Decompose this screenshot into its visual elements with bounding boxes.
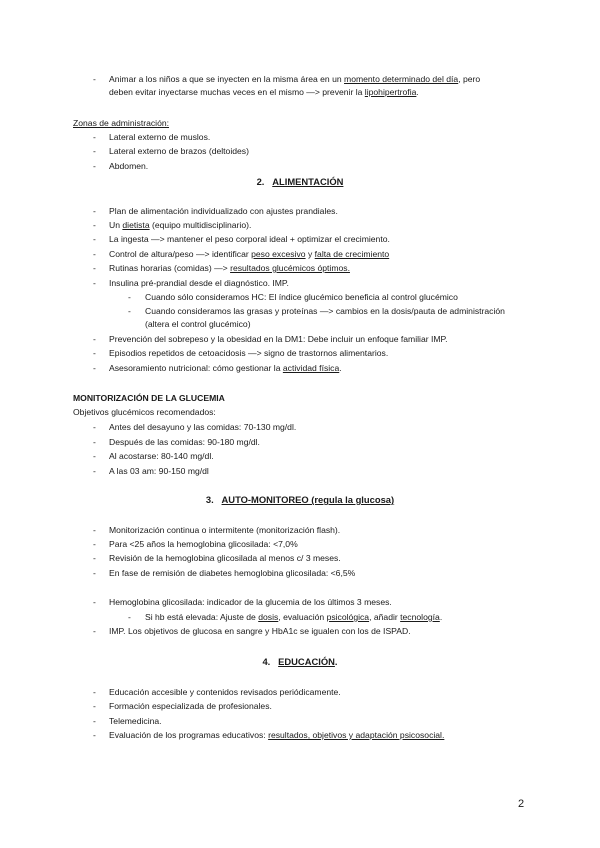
bullet-marker: -: [93, 146, 96, 156]
monitorizacion-title: MONITORIZACIÓN DE LA GLUCEMIA: [73, 393, 225, 403]
educacion-item: Educación accesible y contenidos revisados periódicamente.: [109, 687, 341, 697]
educacion-item: Telemedicina.: [109, 716, 162, 726]
automonitoreo-hb: Hemoglobina glicosilada: indicador de la glucemia de los últimos 3 meses.: [109, 597, 392, 607]
educacion-item: Evaluación de los programas educativos: resultados, objetivos y adaptación psicosocial.: [109, 730, 445, 740]
bullet-marker: -: [93, 716, 96, 726]
monitorizacion-item: Después de las comidas: 90-180 mg/dl.: [109, 437, 260, 447]
bullet-marker: -: [93, 334, 96, 344]
bullet-marker: -: [93, 263, 96, 273]
automonitoreo-item: Para <25 años la hemoglobina glicosilada: <7,0%: [109, 539, 298, 549]
bullet-marker: -: [93, 525, 96, 535]
page-number: 2: [518, 798, 525, 810]
bullet-marker: -: [93, 74, 96, 84]
alimentacion-item: Asesoramiento nutricional: cómo gestionar la actividad física.: [109, 363, 342, 373]
monitorizacion-item: Antes del desayuno y las comidas: 70-130 mg/dl.: [109, 422, 297, 432]
bullet-marker: -: [93, 597, 96, 607]
bullet-marker: -: [93, 451, 96, 461]
section-heading-educacion: 4. EDUCACIÓN.: [262, 656, 338, 667]
bullet-marker: -: [93, 687, 96, 697]
bullet-marker: -: [128, 612, 131, 622]
bullet-marker: -: [93, 220, 96, 230]
bullet-marker: -: [93, 278, 96, 288]
bullet-marker: -: [93, 553, 96, 563]
zonas-item: Lateral externo de brazos (deltoides): [109, 146, 249, 156]
bullet-marker: -: [93, 626, 96, 636]
section-heading-automonitoreo: 3. AUTO-MONITOREO (regula la glucosa): [205, 494, 395, 505]
bullet-marker: -: [93, 249, 96, 259]
alimentacion-item: Rutinas horarias (comidas) —> resultados glucémicos óptimos.: [109, 263, 350, 273]
alimentacion-item: Control de altura/peso —> identificar peso excesivo y falta de crecimiento: [109, 249, 390, 259]
intro-line-1: Animar a los niños a que se inyecten en la misma área en un momento determinado del día, pero: [109, 74, 481, 84]
alimentacion-subitem: Cuando sólo consideramos HC: El índice glucémico beneficia al control glucémico: [145, 292, 458, 302]
bullet-marker: -: [93, 363, 96, 373]
automonitoreo-imp: IMP. Los objetivos de glucosa en sangre y HbA1c se igualen con los de ISPAD.: [109, 626, 411, 636]
bullet-marker: -: [93, 132, 96, 142]
alimentacion-item: Plan de alimentación individualizado con ajustes prandiales.: [109, 206, 338, 216]
monitorizacion-item: Al acostarse: 80-140 mg/dl.: [109, 451, 214, 461]
alimentacion-item: Prevención del sobrepeso y la obesidad en la DM1: Debe incluir un enfoque familiar IMP.: [109, 334, 448, 344]
bullet-marker: -: [128, 292, 131, 302]
monitorizacion-item: A las 03 am: 90-150 mg/dl: [109, 466, 209, 476]
monitorizacion-subtitle: Objetivos glucémicos recomendados:: [73, 407, 216, 417]
alimentacion-subitem-cont: (altera el control glucémico): [145, 319, 251, 329]
zonas-item: Lateral externo de muslos.: [109, 132, 211, 142]
automonitoreo-hb-subitem: Si hb está elevada: Ajuste de dosis, evaluación psicológica, añadir tecnología.: [145, 612, 443, 622]
alimentacion-item: Episodios repetidos de cetoacidosis —> signo de trastornos alimentarios.: [109, 348, 389, 358]
zonas-title: Zonas de administración:: [73, 118, 170, 128]
bullet-marker: -: [93, 206, 96, 216]
automonitoreo-item: Revisión de la hemoglobina glicosilada al menos c/ 3 meses.: [109, 553, 341, 563]
bullet-marker: -: [93, 539, 96, 549]
alimentacion-item: Insulina pré-prandial desde el diagnóstico. IMP.: [109, 278, 289, 288]
bullet-marker: -: [93, 466, 96, 476]
bullet-marker: -: [93, 730, 96, 740]
bullet-marker: -: [93, 348, 96, 358]
alimentacion-subitem: Cuando consideramos las grasas y proteínas —> cambios en la dosis/pauta de administración: [145, 306, 505, 316]
alimentacion-item: Un dietista (equipo multidisciplinario).: [109, 220, 252, 230]
automonitoreo-item: Monitorización continua o intermitente (monitorización flash).: [109, 525, 341, 535]
bullet-marker: -: [93, 161, 96, 171]
educacion-item: Formación especializada de profesionales.: [109, 701, 272, 711]
bullet-marker: -: [93, 437, 96, 447]
intro-line-2: deben evitar inyectarse muchas veces en el mismo —> prevenir la lipohipertrofia.: [109, 87, 419, 97]
alimentacion-item: La ingesta —> mantener el peso corporal ideal + optimizar el crecimiento.: [109, 234, 390, 244]
bullet-marker: -: [93, 422, 96, 432]
bullet-marker: -: [93, 701, 96, 711]
section-heading-alimentacion: 2. ALIMENTACIÓN: [256, 176, 344, 187]
bullet-marker: -: [93, 234, 96, 244]
zonas-item: Abdomen.: [109, 161, 149, 171]
bullet-marker: -: [128, 306, 131, 316]
automonitoreo-item: En fase de remisión de diabetes hemoglobina glicosilada: <6,5%: [109, 568, 356, 578]
bullet-marker: -: [93, 568, 96, 578]
